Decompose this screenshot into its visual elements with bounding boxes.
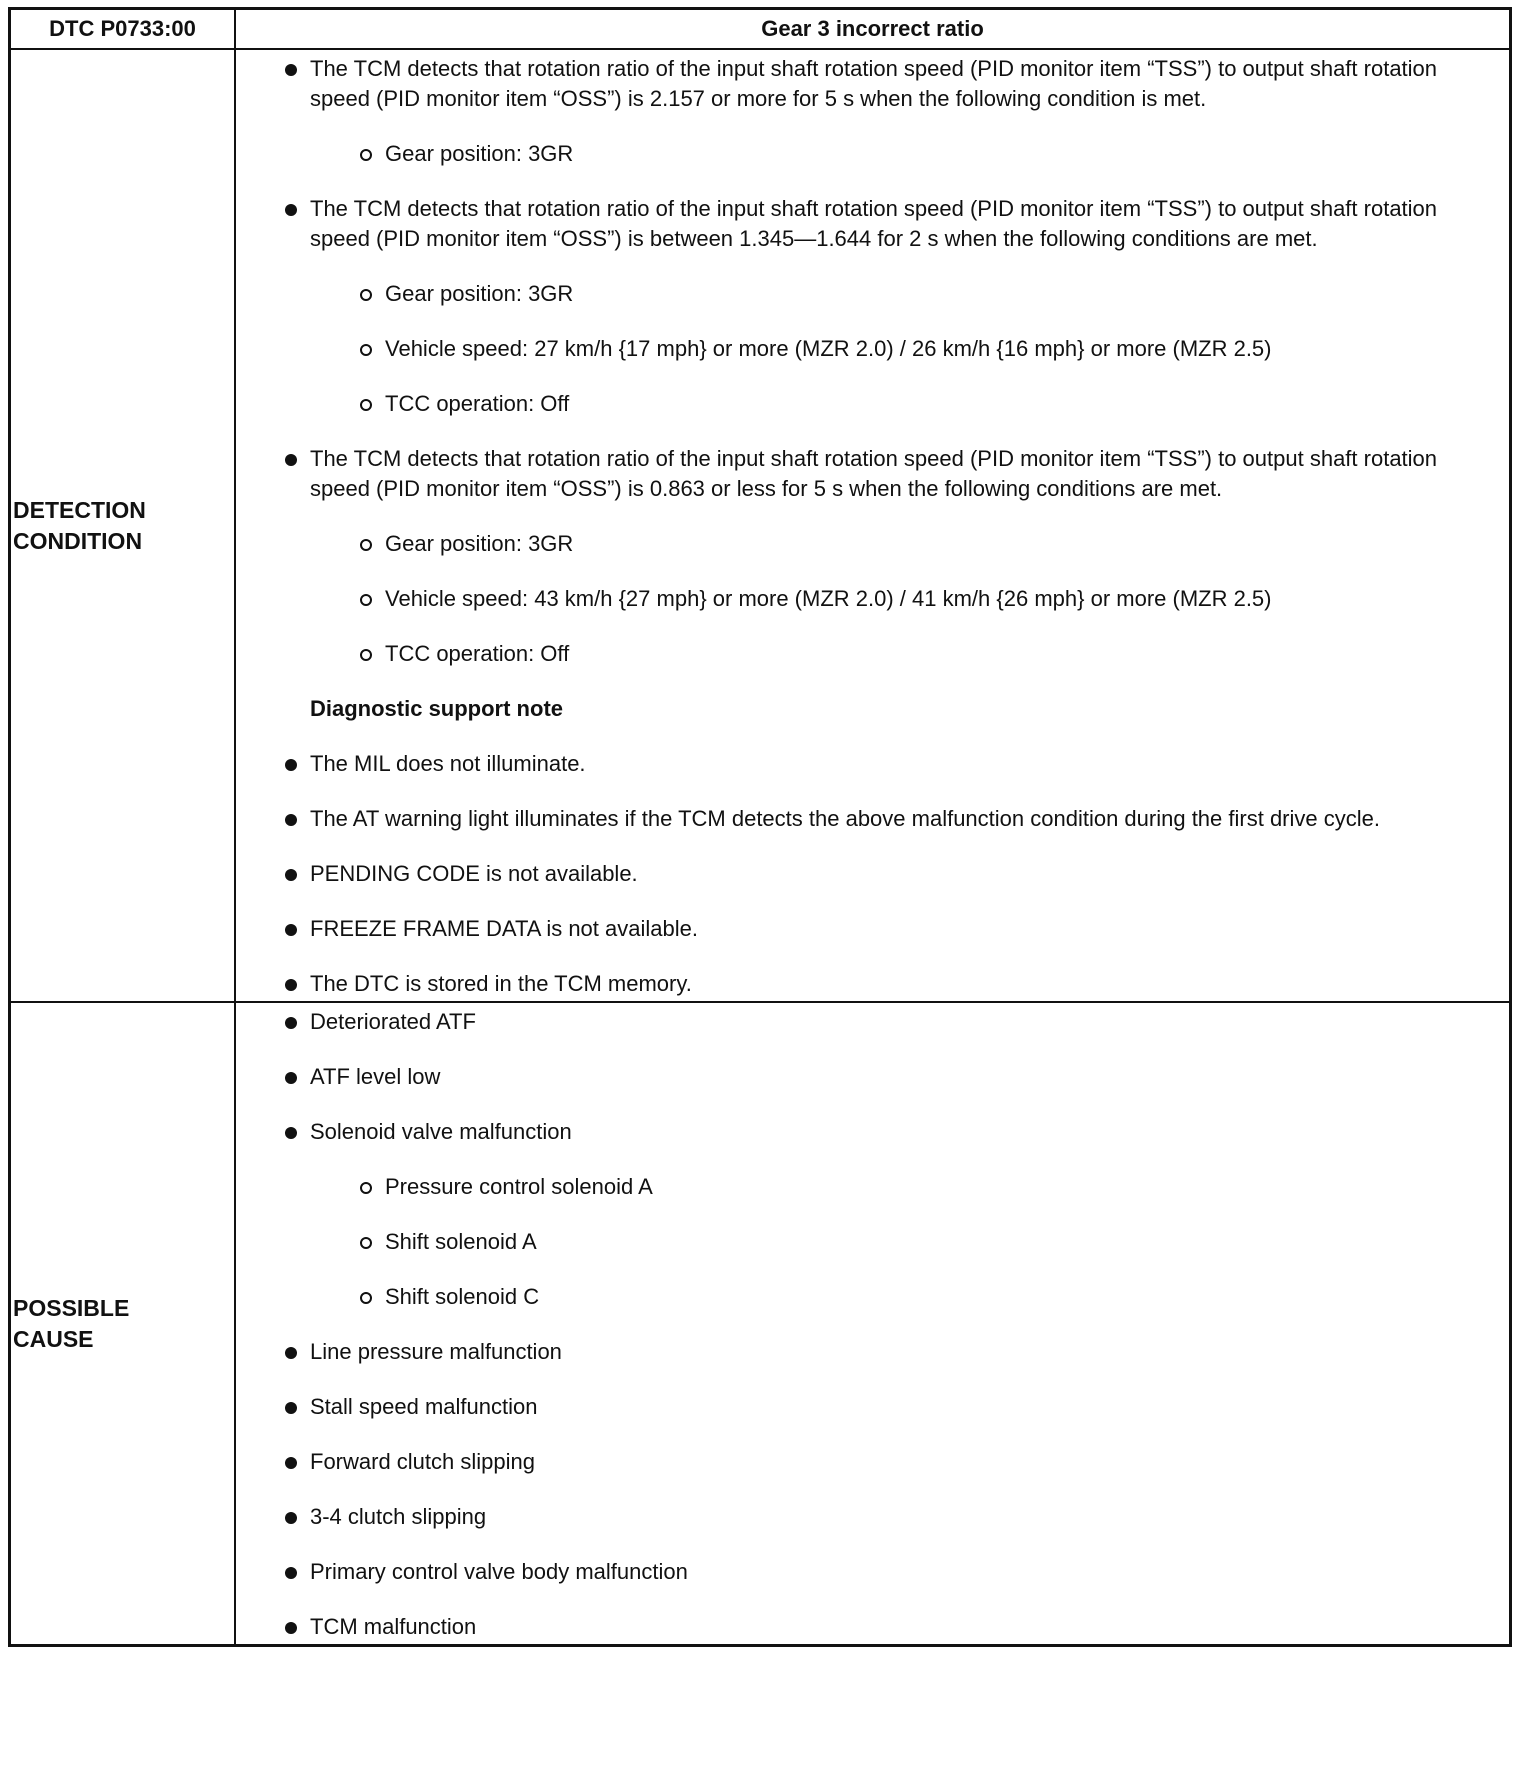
bullet-item: The DTC is stored in the TCM memory. (236, 969, 1469, 999)
sub-bullet-item: TCC operation: Off (236, 389, 1469, 419)
sub-bullet-item: TCC operation: Off (236, 639, 1469, 669)
detection-label-line1: DETECTION (13, 496, 146, 523)
detection-condition-label (11, 50, 236, 1001)
bullet-item: Line pressure malfunction (236, 1337, 1469, 1367)
bullet-item: ATF level low (236, 1062, 1469, 1092)
bullet-item: The TCM detects that rotation ratio of the input shaft rotation speed (PID monitor item “TSS”) to output shaft rotation speed (PID monitor item “OSS”) is 0.863 or less for 5 s when the following conditions are met. (236, 444, 1469, 504)
bullet-item: PENDING CODE is not available. (236, 859, 1469, 889)
detection-condition-row (11, 48, 1509, 1001)
bullet-item: Solenoid valve malfunction (236, 1117, 1469, 1147)
bullet-item: TCM malfunction (236, 1612, 1469, 1642)
sub-bullet-item: Shift solenoid C (236, 1282, 1469, 1312)
detection-label-line2: CONDITION (13, 527, 143, 554)
bullet-item: The TCM detects that rotation ratio of the input shaft rotation speed (PID monitor item “TSS”) to output shaft rotation speed (PID monitor item “OSS”) is between 1.345—1.644 for 2 s when the following conditions are met. (236, 194, 1469, 254)
possible-cause-row (11, 1001, 1509, 1644)
possible-cause-content (236, 1003, 1509, 1644)
sub-bullet-item: Vehicle speed: 43 km/h {27 mph} or more (MZR 2.0) / 41 km/h {26 mph} or more (MZR 2.5) (236, 584, 1469, 614)
bullet-item: The MIL does not illuminate. (236, 749, 1469, 779)
sub-bullet-item: Pressure control solenoid A (236, 1172, 1469, 1202)
cause-label-line2: CAUSE (13, 1325, 94, 1352)
sub-bullet-item: Gear position: 3GR (236, 529, 1469, 559)
dtc-table (8, 7, 1512, 1647)
sub-bullet-item: Shift solenoid A (236, 1227, 1469, 1257)
dtc-title: Gear 3 incorrect ratio (761, 16, 984, 41)
dtc-code: DTC P0733:00 (11, 10, 236, 48)
sub-bullet-item: Gear position: 3GR (236, 279, 1469, 309)
table-header-row (11, 10, 1509, 48)
bullet-item: The TCM detects that rotation ratio of the input shaft rotation speed (PID monitor item “TSS”) to output shaft rotation speed (PID monitor item “OSS”) is 2.157 or more for 5 s when the following condition is met. (236, 54, 1469, 114)
diagnostic-support-note-heading: Diagnostic support note (310, 696, 563, 721)
sub-bullet-item: Gear position: 3GR (236, 139, 1469, 169)
bullet-item: FREEZE FRAME DATA is not available. (236, 914, 1469, 944)
bullet-item: Forward clutch slipping (236, 1447, 1469, 1477)
bullet-item: 3-4 clutch slipping (236, 1502, 1469, 1532)
bullet-item: Deteriorated ATF (236, 1007, 1469, 1037)
bullet-item: Stall speed malfunction (236, 1392, 1469, 1422)
possible-cause-label (11, 1003, 236, 1644)
bullet-item: The AT warning light illuminates if the TCM detects the above malfunction condition during the first drive cycle. (236, 804, 1469, 834)
detection-condition-content (236, 50, 1509, 1001)
sub-bullet-item: Vehicle speed: 27 km/h {17 mph} or more (MZR 2.0) / 26 km/h {16 mph} or more (MZR 2.5) (236, 334, 1469, 364)
cause-label-line1: POSSIBLE (13, 1294, 130, 1321)
bullet-item: Primary control valve body malfunction (236, 1557, 1469, 1587)
